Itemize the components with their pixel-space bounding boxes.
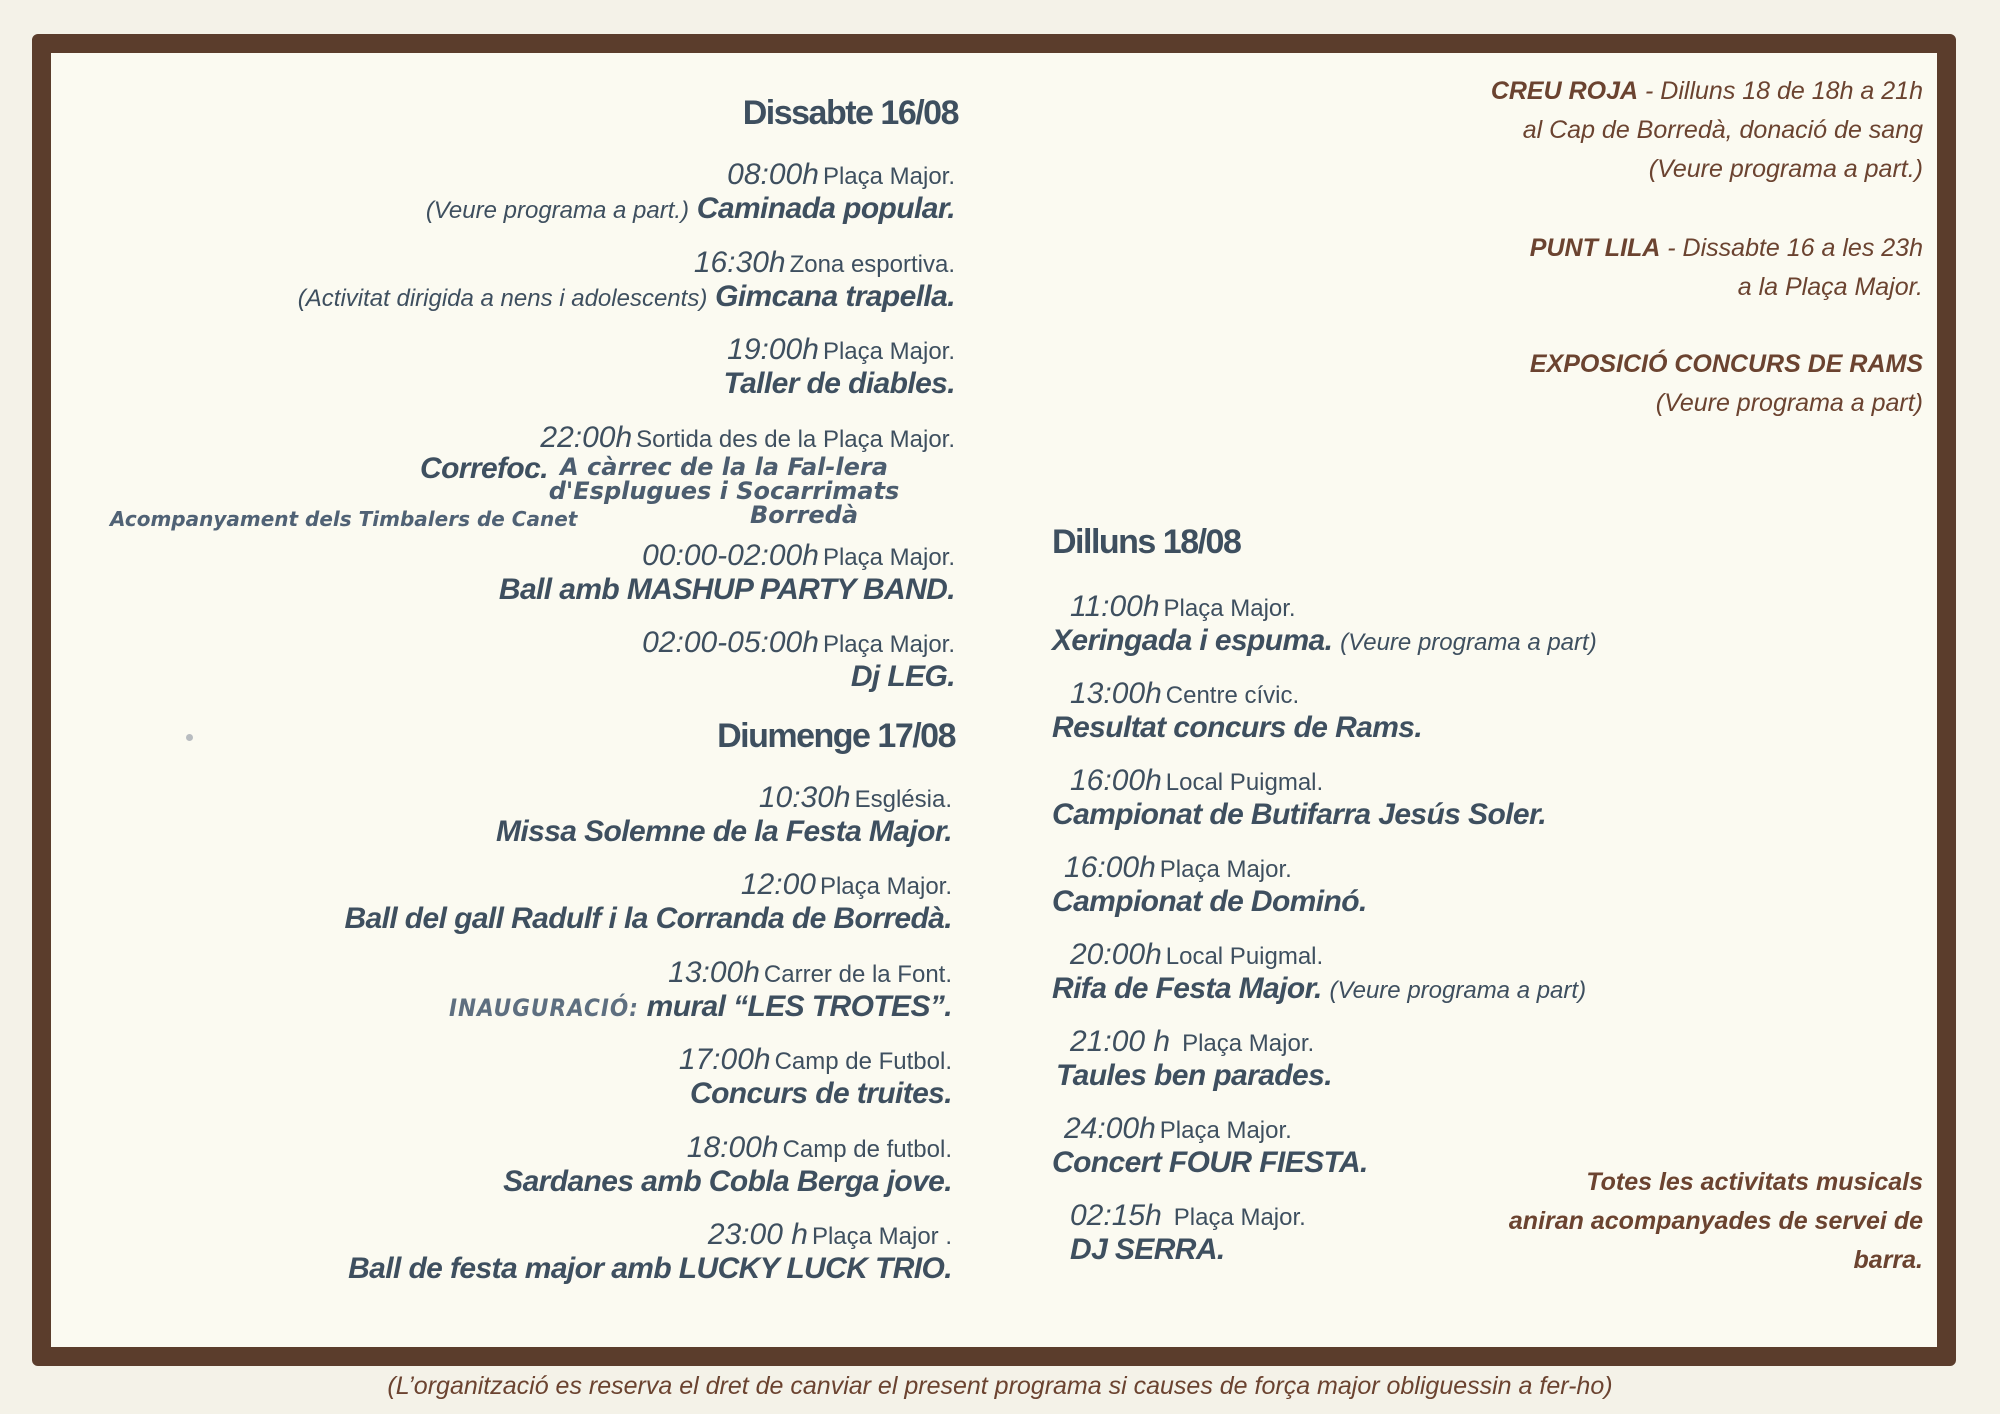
event-place: Centre cívic. bbox=[1165, 682, 1300, 709]
event-place: Plaça Major. bbox=[822, 631, 955, 658]
event-place: Sortida des de la Plaça Major. bbox=[636, 426, 955, 453]
event-mon-5 bbox=[1052, 940, 1586, 1008]
event-place: Plaça Major. bbox=[822, 163, 955, 190]
event-note: (Veure programa a part) bbox=[1329, 977, 1587, 1004]
creu-roja-line: - Dilluns 18 de 18h a 21h bbox=[1638, 77, 1923, 105]
musicals-line: aniran acompanyades de servei de bbox=[1508, 1207, 1923, 1235]
event-time: 17:00h bbox=[678, 1043, 771, 1076]
event-time: 00:00-02:00h bbox=[642, 539, 819, 572]
event-title: Ball amb MASHUP PARTY BAND. bbox=[498, 573, 955, 606]
exposicio-title: EXPOSICIÓ CONCURS DE RAMS bbox=[1529, 350, 1923, 378]
event-time: 12:00 bbox=[740, 868, 816, 901]
event-place: Plaça Major. bbox=[1182, 1030, 1315, 1057]
punt-lila-title: PUNT LILA bbox=[1529, 234, 1661, 262]
event-place: Zona esportiva. bbox=[789, 251, 955, 278]
event-time: 21:00 h bbox=[1070, 1025, 1171, 1058]
event-title: Ball de festa major amb LUCKY LUCK TRIO. bbox=[348, 1252, 952, 1285]
event-time: 19:00h bbox=[727, 333, 819, 366]
event-title: Campionat de Butifarra Jesús Soler. bbox=[1052, 798, 1547, 831]
creu-roja-line: al Cap de Borredà, donació de sang bbox=[1522, 116, 1923, 144]
event-title: Rifa de Festa Major. bbox=[1052, 972, 1322, 1005]
event-title: Correfoc. bbox=[420, 452, 548, 485]
event-time: 02:00-05:00h bbox=[642, 626, 819, 659]
event-mon-1 bbox=[1052, 592, 1597, 660]
event-title: Resultat concurs de Rams. bbox=[1052, 711, 1423, 744]
exposicio-line: (Veure programa a part) bbox=[1655, 389, 1923, 417]
falera-stamp bbox=[544, 455, 904, 527]
punt-lila-line: a la Plaça Major. bbox=[1737, 273, 1923, 301]
creu-roja-info bbox=[1491, 72, 1923, 189]
event-sun-4 bbox=[679, 1045, 952, 1111]
creu-roja-line: (Veure programa a part.) bbox=[1648, 155, 1923, 183]
event-sun-2 bbox=[344, 870, 952, 936]
event-title: DJ SERRA. bbox=[1070, 1233, 1225, 1266]
event-title: Caminada popular. bbox=[696, 192, 955, 225]
event-title: Concert FOUR FIESTA. bbox=[1052, 1146, 1368, 1179]
event-sat-4 bbox=[540, 423, 955, 455]
event-time: 16:00h bbox=[1070, 764, 1162, 797]
event-place: Plaça Major. bbox=[1163, 595, 1296, 622]
event-sat-5 bbox=[499, 541, 955, 607]
decorative-dot bbox=[186, 734, 193, 741]
event-title: Concurs de truites. bbox=[690, 1077, 952, 1110]
event-place: Carrer de la Font. bbox=[763, 961, 952, 988]
correfoc-title bbox=[420, 452, 548, 486]
event-time: 02:15h bbox=[1070, 1199, 1162, 1232]
event-title: Sardanes amb Cobla Berga jove. bbox=[503, 1165, 952, 1198]
musicals-info bbox=[1509, 1163, 1923, 1280]
event-sun-6 bbox=[348, 1220, 952, 1286]
event-place: Plaça Major. bbox=[822, 338, 955, 365]
event-mon-7 bbox=[1052, 1114, 1368, 1180]
event-time: 20:00h bbox=[1070, 938, 1162, 971]
event-place: Camp de futbol. bbox=[782, 1136, 952, 1163]
event-place: Església. bbox=[854, 786, 952, 813]
event-mon-8 bbox=[1070, 1201, 1306, 1267]
event-mon-2 bbox=[1052, 679, 1422, 745]
event-place: Plaça Major . bbox=[811, 1223, 952, 1250]
event-sat-6 bbox=[642, 628, 955, 694]
inauguracio-label: INAUGURACIÓ: bbox=[448, 994, 639, 1022]
saturday-heading: Dissabte 16/08 bbox=[742, 94, 958, 132]
musicals-line: barra. bbox=[1853, 1246, 1923, 1274]
event-time: 23:00 h bbox=[707, 1218, 808, 1251]
event-time: 16:00h bbox=[1064, 851, 1156, 884]
event-place: Plaça Major. bbox=[819, 873, 952, 900]
punt-lila-line: - Dissabte 16 a les 23h bbox=[1660, 234, 1923, 262]
event-place: Plaça Major. bbox=[1159, 1117, 1292, 1144]
event-place: Local Puigmal. bbox=[1165, 769, 1324, 796]
event-time: 13:00h bbox=[1070, 677, 1162, 710]
timbalers-note: Acompanyament dels Timbalers de Canet bbox=[110, 507, 578, 531]
event-title: mural “LES TROTES”. bbox=[646, 990, 952, 1023]
event-sat-2 bbox=[298, 248, 955, 316]
event-title: Gimcana trapella. bbox=[715, 280, 955, 313]
event-sat-3 bbox=[723, 335, 955, 401]
event-mon-4 bbox=[1052, 853, 1367, 919]
event-place: Local Puigmal. bbox=[1165, 943, 1324, 970]
sunday-heading: Diumenge 17/08 bbox=[717, 717, 955, 755]
event-time: 24:00h bbox=[1064, 1112, 1156, 1145]
event-title: Taller de diables. bbox=[723, 367, 955, 400]
event-note: (Veure programa a part) bbox=[1340, 629, 1597, 656]
event-place: Plaça Major. bbox=[1173, 1204, 1306, 1231]
monday-heading: Dilluns 18/08 bbox=[1052, 523, 1241, 561]
stamp-line: d'Esplugues i Socarrimats bbox=[548, 477, 900, 505]
event-sun-3 bbox=[449, 958, 952, 1025]
event-place: Plaça Major. bbox=[822, 544, 955, 571]
event-title: Xeringada i espuma. bbox=[1052, 624, 1333, 657]
event-time: 08:00h bbox=[727, 158, 819, 191]
event-sun-5 bbox=[503, 1133, 952, 1199]
event-time: 13:00h bbox=[668, 956, 760, 989]
event-mon-3 bbox=[1052, 766, 1546, 832]
stamp-line: Borredà bbox=[749, 501, 859, 529]
event-title: Taules ben parades. bbox=[1056, 1059, 1332, 1092]
stamp-line: A càrrec de la la Fal-lera bbox=[560, 453, 888, 481]
event-title: Campionat de Dominó. bbox=[1052, 885, 1367, 918]
punt-lila-info bbox=[1530, 229, 1923, 307]
event-sat-1 bbox=[426, 160, 955, 228]
event-mon-6 bbox=[1056, 1027, 1332, 1093]
event-time: 22:00h bbox=[540, 421, 633, 454]
event-note: (Veure programa a part.) bbox=[425, 197, 690, 224]
event-title: Ball del gall Radulf i la Corranda de Borredà. bbox=[344, 902, 952, 935]
event-time: 18:00h bbox=[686, 1131, 779, 1164]
event-title: Dj LEG. bbox=[850, 660, 955, 693]
event-note: (Activitat dirigida a nens i adolescents) bbox=[297, 285, 708, 312]
exposicio-info bbox=[1530, 345, 1923, 423]
event-place: Plaça Major. bbox=[1159, 856, 1292, 883]
event-sun-1 bbox=[496, 783, 952, 849]
event-time: 16:30h bbox=[693, 246, 786, 279]
event-place: Camp de Futbol. bbox=[774, 1048, 952, 1075]
musicals-line: Totes les activitats musicals bbox=[1586, 1168, 1923, 1196]
footer-disclaimer: (L’organització es reserva el dret de canviar el present programa si causes de força major obliguessin a fer-ho) bbox=[387, 1372, 1613, 1400]
event-time: 10:30h bbox=[758, 781, 851, 814]
event-title: Missa Solemne de la Festa Major. bbox=[496, 815, 952, 848]
event-time: 11:00h bbox=[1070, 590, 1160, 623]
creu-roja-title: CREU ROJA bbox=[1490, 77, 1639, 105]
